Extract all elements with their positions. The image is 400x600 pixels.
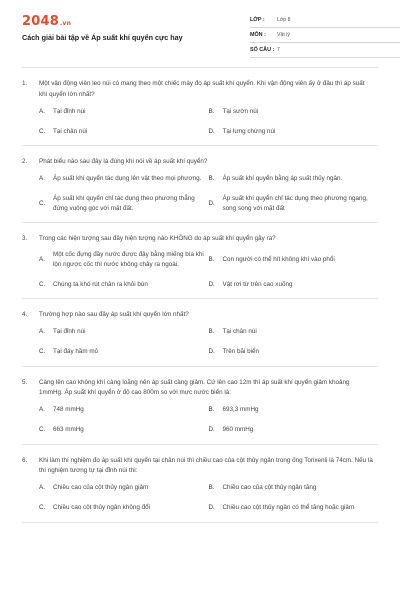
option-letter: A. (39, 406, 45, 413)
option-text: Áp suất khí quyển chỉ tác dụng theo phương ngang, song song với mặt đất (222, 194, 368, 212)
question-line (22, 234, 378, 245)
question-text: Càng lên cao không khí càng loãng nên áp suất càng giảm. Cứ lên cao 12m thì áp suất khí quyển giảm khoảng 1mmHg. Áp suất khí quyển ở độ cao 800m so với mực nước biển là: (39, 378, 350, 396)
question-number: 2. (22, 158, 28, 165)
answer-options (22, 106, 378, 137)
logo-suffix: .vn (59, 20, 72, 27)
answer-option[interactable] (39, 405, 209, 416)
option-letter: B. (208, 175, 215, 182)
option-letter: B. (208, 406, 215, 413)
option-letter: D. (208, 426, 215, 433)
answer-option[interactable] (209, 405, 379, 416)
meta-value: 7 (277, 47, 280, 53)
option-letter: D. (208, 127, 215, 135)
logo-text: 2048 (22, 14, 59, 29)
option-letter: B. (208, 328, 215, 335)
answer-option[interactable] (39, 174, 209, 185)
answer-option[interactable] (39, 250, 209, 270)
answer-option[interactable] (39, 503, 209, 514)
option-letter: D. (208, 348, 215, 355)
worksheet-header (22, 0, 378, 68)
question-line (22, 157, 378, 168)
option-text: Tại chân núi (222, 328, 257, 335)
meta-row-class (250, 13, 400, 28)
answer-option[interactable] (39, 194, 209, 214)
question-item (22, 299, 378, 367)
answer-option[interactable] (39, 126, 209, 137)
question-text: Phát biểu nào sau đây là đúng khi nói về áp suất khí quyển? (39, 158, 208, 165)
question-item (22, 68, 378, 146)
question-text: Khi làm thí nghiệm đo áp suất khí quyển tại chân núi thì chiều cao của cột thủy ngân trong ống Torixenli là 74cm. Nếu là thí nghiệm tương tự tại đỉnh núi thì: (39, 456, 373, 474)
question-number: 1. (22, 80, 28, 87)
question-text: Trong các hiện tượng sau đây hiện tượng nào KHÔNG do áp suất khí quyển gây ra? (39, 234, 276, 242)
question-line (22, 79, 378, 100)
question-line (22, 456, 378, 477)
option-letter: A. (39, 484, 45, 491)
question-item (22, 223, 378, 300)
option-text: Chiều cao cột thủy ngân không đổi (53, 504, 150, 511)
answer-options (22, 483, 378, 514)
meta-label: LỚP : (250, 17, 265, 23)
option-letter: C. (39, 504, 46, 511)
meta-value: Lớp 8 (277, 17, 291, 23)
question-list (22, 68, 378, 523)
option-letter: C. (39, 199, 46, 207)
answer-option[interactable] (209, 503, 379, 514)
question-item (22, 146, 378, 223)
answer-option[interactable] (209, 126, 379, 137)
answer-options (22, 327, 378, 358)
meta-value: Vật lý (277, 32, 290, 38)
question-number: 3. (22, 234, 28, 242)
option-text: Trên bãi biển (222, 348, 260, 355)
meta-row-subject (250, 28, 400, 43)
document-title: Cách giải bài tập về Áp suất khí quyển cực hay (22, 33, 183, 42)
option-letter: C. (39, 426, 46, 433)
answer-option[interactable] (39, 106, 209, 117)
option-text: Tại đáy hầm mỏ (53, 348, 99, 355)
answer-option[interactable] (209, 106, 379, 117)
answer-option[interactable] (209, 347, 379, 358)
answer-option[interactable] (209, 194, 379, 214)
question-item (22, 367, 378, 445)
option-letter: A. (39, 107, 45, 115)
answer-option[interactable] (39, 279, 209, 290)
option-letter: C. (39, 280, 46, 288)
answer-options (22, 250, 378, 290)
answer-option[interactable] (39, 327, 209, 338)
question-text: Trường hợp nào sau đây áp suất khí quyển lớn nhất? (39, 311, 189, 318)
option-text: Tại sườn núi (222, 107, 259, 115)
option-text: Tại chân núi (53, 127, 88, 135)
question-line (22, 310, 378, 321)
option-text: Chúng ta khó rút chân ra khỏi bùn (53, 280, 148, 288)
question-text: Một vận động viên leo núi có mang theo một chiếc máy đo áp suất khí quyển. Khi vận động viên ấy ở đâu thì áp suất khí quyển lớn nhất? (39, 80, 365, 98)
option-text: Áp suất khí quyển bằng áp suất thủy ngân. (222, 175, 343, 182)
option-text: Vật rơi từ trên cao xuống (222, 280, 293, 288)
option-text: 748 mmHg (53, 406, 84, 413)
option-text: 663 mmHg (53, 426, 84, 433)
answer-option[interactable] (209, 174, 379, 185)
question-number: 4. (22, 311, 28, 318)
answer-option[interactable] (209, 327, 379, 338)
option-text: Chiều cao của cột thủy ngân tăng (222, 484, 317, 491)
answer-options (22, 174, 378, 214)
question-number: 6. (22, 456, 28, 464)
option-letter: A. (39, 175, 45, 182)
option-text: 960 mmHg (222, 426, 254, 433)
option-text: Chiều cao của cột thủy ngân giảm (53, 484, 149, 491)
option-text: Chiều cao cột thủy ngân có thể tăng hoặc giảm (222, 504, 355, 511)
meta-table (250, 13, 400, 58)
option-text: Tại đỉnh núi (53, 107, 86, 115)
option-letter: D. (208, 504, 215, 511)
option-letter: D. (208, 280, 215, 288)
option-text: Con người có thể hít không khí vào phổi (222, 256, 335, 263)
option-letter: B. (208, 484, 215, 491)
answer-option[interactable] (209, 250, 379, 270)
answer-option[interactable] (39, 483, 209, 494)
option-text: Một cốc đựng đầy nước được đậy bằng miếng bìa khi lộn ngược cốc thì nước không chảy ra ngoài. (53, 251, 204, 268)
answer-option[interactable] (209, 425, 379, 436)
option-text: Tại lưng chừng núi (222, 127, 276, 135)
site-logo[interactable] (22, 14, 71, 29)
meta-label: SỐ CÂU : (250, 47, 275, 53)
answer-option[interactable] (209, 483, 379, 494)
option-text: Áp suất khí quyển tác dụng lên vật theo mọi phương. (53, 175, 202, 182)
option-text: Áp suất khí quyển chỉ tác dụng theo phương thẳng đứng vuông góc với mặt đất. (53, 194, 195, 212)
meta-row-question-count (250, 43, 400, 58)
answer-options (22, 405, 378, 436)
option-letter: A. (39, 256, 45, 263)
option-letter: D. (208, 199, 215, 207)
option-text: Tại đỉnh núi (53, 328, 86, 335)
answer-option[interactable] (39, 425, 209, 436)
question-line (22, 378, 378, 399)
answer-option[interactable] (209, 279, 379, 290)
option-letter: B. (208, 256, 215, 263)
question-item (22, 445, 378, 523)
option-letter: A. (39, 328, 45, 335)
meta-label: MÔN : (250, 32, 266, 38)
option-letter: C. (39, 348, 46, 355)
option-letter: B. (208, 107, 215, 115)
answer-option[interactable] (39, 347, 209, 358)
option-text: 693,3 mmHg (222, 406, 259, 413)
option-letter: C. (39, 127, 46, 135)
question-number: 5. (22, 378, 28, 386)
